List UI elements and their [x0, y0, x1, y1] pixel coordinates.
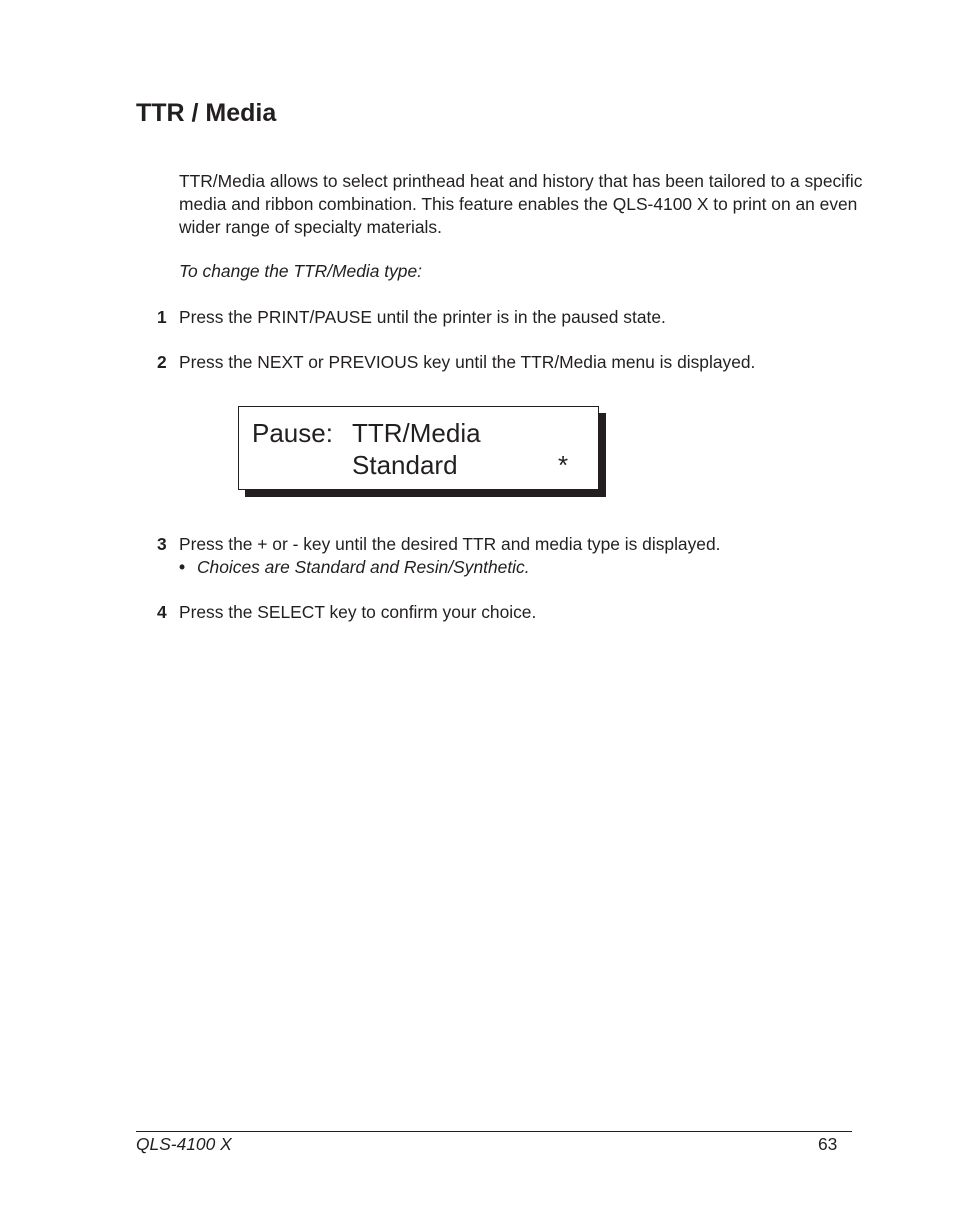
lcd-line-2: Standard [352, 450, 458, 480]
step-number: 1 [157, 307, 167, 327]
lcd-selected-mark: * [558, 450, 569, 480]
procedure-subhead: To change the TTR/Media type: [179, 261, 422, 281]
bullet-text: Choices are Standard and Resin/Synthetic. [197, 557, 530, 577]
intro-text: TTR/Media allows to select printhead heat and history that has been tailored to a specific media and ribbon combination. This feature enables the QLS-4100 X to print on an even wider range of specialty materials. [179, 171, 863, 237]
lcd-line-1: TTR/Media [352, 418, 481, 448]
step-text: Press the NEXT or PREVIOUS key until the TTR/Media menu is displayed. [179, 352, 756, 372]
step-text: Press the PRINT/PAUSE until the printer is in the paused state. [179, 307, 666, 327]
step-text: Press the + or - key until the desired TTR and media type is displayed. [179, 534, 721, 554]
step-text: Press the SELECT key to confirm your choice. [179, 602, 537, 622]
step-4 [157, 601, 536, 624]
intro-paragraph [179, 170, 869, 239]
step-3 [157, 533, 720, 556]
footer-page-number: 63 [818, 1134, 838, 1154]
lcd-prefix: Pause: [252, 418, 333, 448]
step-number: 3 [157, 534, 167, 554]
footer-divider [136, 1131, 852, 1132]
bullet-icon: • [179, 557, 186, 577]
footer-product: QLS-4100 X [136, 1134, 232, 1154]
section-title: TTR / Media [136, 99, 277, 127]
step-number: 2 [157, 352, 167, 372]
step-3-bullet [179, 556, 530, 579]
step-1 [157, 306, 666, 329]
step-number: 4 [157, 602, 167, 622]
step-2 [157, 351, 755, 374]
